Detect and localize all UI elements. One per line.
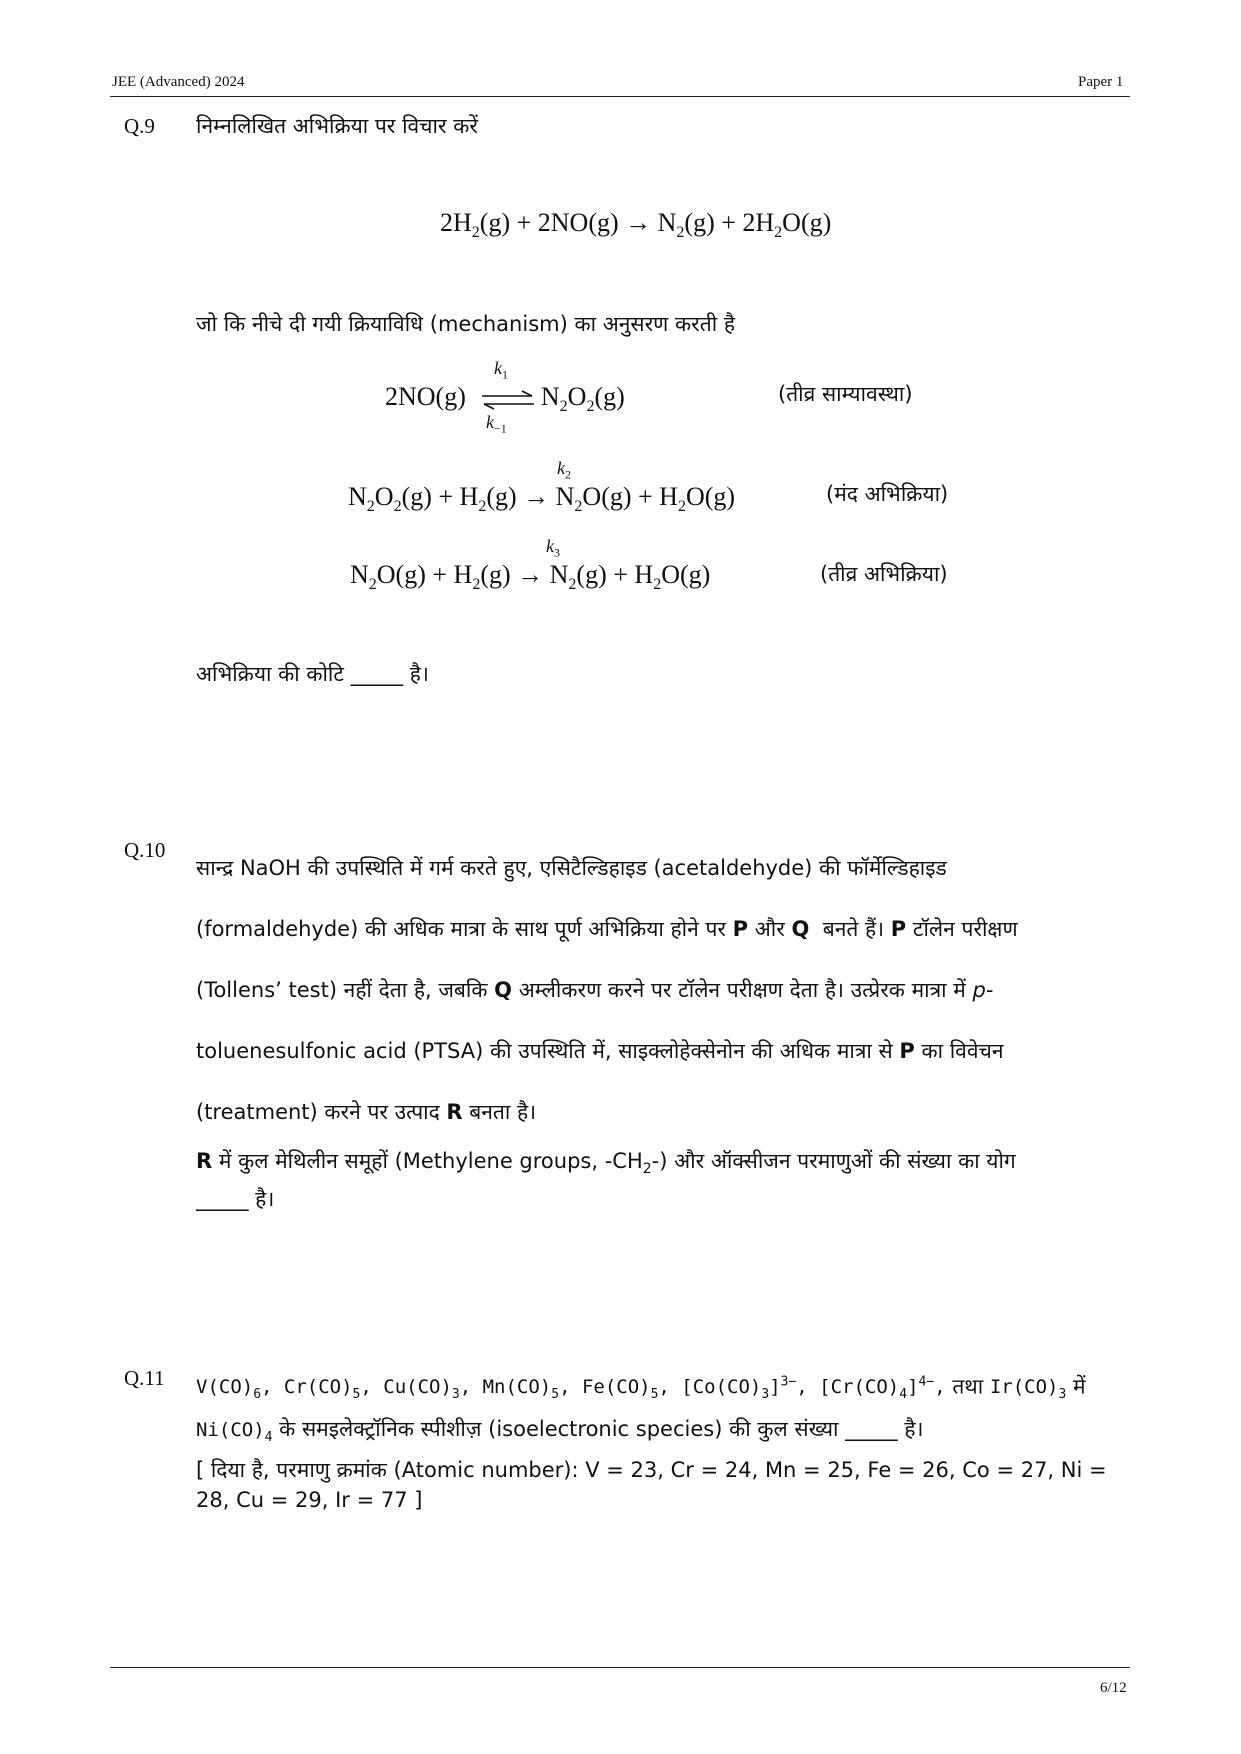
equilibrium-arrow-icon	[480, 390, 536, 412]
q11-number: Q.11	[124, 1366, 165, 1390]
mechanism-step-3-label: (तीव्र अभिक्रिया)	[820, 562, 948, 586]
mechanism-step-1-equation: 2NO(g) $N_2O_2(g)$	[385, 382, 625, 416]
q10-line-1: सान्द्र NaOH की उपस्थिति में गर्म करते हुए, एसिटैल्डिहाइड (acetaldehyde) की फॉर्मेल्डिहाइड	[196, 856, 947, 880]
q10-line-4: toluenesulfonic acid (PTSA) की उपस्थिति में, साइक्लोहेक्सेनोन की अधिक मात्रा से P का विवेचन	[196, 1039, 1004, 1063]
q10-body	[196, 838, 1120, 1143]
q10-line-2: (formaldehyde) की अधिक मात्रा के साथ पूर्ण अभिक्रिया होने पर P और Q बनते हैं। P टॉलेन परीक्षण	[196, 917, 1018, 941]
mechanism-step-3-equation: $N_2O(g) + H_2(g) \to N_2(g) + H_2O(g)$	[350, 560, 711, 594]
q11-body	[196, 1366, 1126, 1515]
q9-overall-reaction: $2H_2(g) + 2NO(g) \to N_2(g) + 2H_2O(g)$	[440, 208, 832, 242]
page-number: 6/12	[1100, 1680, 1127, 1696]
paper-label: Paper 1	[1078, 74, 1124, 90]
footer-divider	[110, 1667, 1130, 1668]
rate-constant-k2: $k_2$	[557, 458, 571, 482]
mechanism-step-2-equation: $N_2O_2(g) + H_2(g) \to N_2O(g) + H_2O(g)$	[348, 482, 736, 516]
header-divider	[110, 96, 1130, 97]
q10-line-5: (treatment) करने पर उत्पाद R बनता है।	[196, 1100, 537, 1124]
q9-number: Q.9	[124, 114, 155, 138]
q9-mechanism-intro: जो कि नीचे दी गयी क्रियाविधि (mechanism) का अनुसरण करती है	[196, 312, 735, 336]
q11-given-atomic-numbers: [ दिया है, परमाणु क्रमांक (Atomic number): V = 23, Cr = 24, Mn = 25, Fe = 26, Co = 27, Ni = 28, Cu = 29, Ir = 77 ]	[196, 1457, 1107, 1512]
mechanism-step-1-label: (तीव्र साम्यावस्था)	[778, 382, 913, 406]
rate-constant-k3: $k_3$	[546, 536, 560, 560]
q10-line-3: (Tollens’ test) नहीं देता है, जबकि Q अम्लीकरण करने पर टॉलेन परीक्षण देता है। उत्प्रेरक मात्रा में p-	[196, 978, 994, 1002]
q9-question: अभिक्रिया की कोटि _____ है।	[196, 662, 429, 686]
q11-question: $Ni(CO)_4$ के समइलेक्ट्रॉनिक स्पीशीज़ (isoelectronic species) की कुल संख्या _____ है।	[196, 1417, 924, 1445]
q10-number: Q.10	[124, 838, 166, 862]
mechanism-step-2-label: (मंद अभिक्रिया)	[826, 482, 949, 506]
rate-constant-k1: $k_1$	[494, 358, 508, 382]
q11-species-list: $V(CO)_6$, $Cr(CO)_5$, $Cu(CO)_3$, $Mn(CO)_5$, $Fe(CO)_5$, $[Co(CO)_3]^{3-}$, $[Cr(CO)_4]^{4-}$, तथा $Ir(CO)_3$ में	[196, 1374, 1086, 1403]
q9-intro: निम्नलिखित अभिक्रिया पर विचार करें	[196, 114, 478, 138]
rate-constant-k-minus-1: $k_{-1}$	[486, 412, 507, 436]
exam-title: JEE (Advanced) 2024	[112, 74, 245, 90]
q10-question: R में कुल मेथिलीन समूहों (Methylene groups, $-CH_2-$) और ऑक्सीजन परमाणुओं की संख्या का योग _____ है।	[196, 1149, 1016, 1212]
